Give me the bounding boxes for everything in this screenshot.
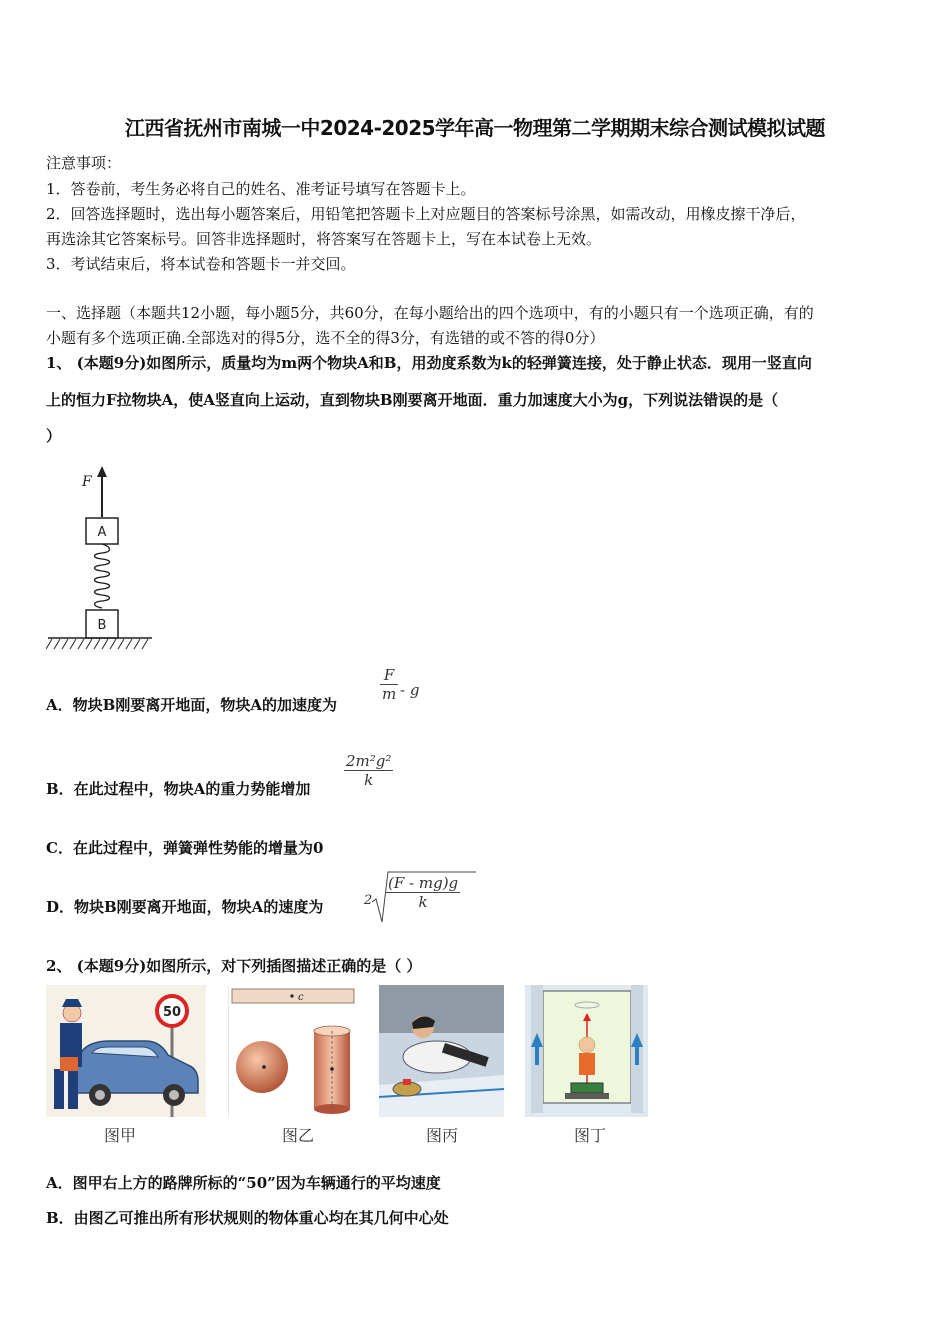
sphere — [236, 1041, 288, 1093]
option-a-tail: - g — [400, 681, 420, 699]
block-b-label: B — [97, 618, 107, 633]
figure-jia-image — [46, 985, 206, 1117]
q1-stem-end: ） — [46, 427, 62, 445]
q2-option-b-text: B．由图乙可推出所有形状规则的物体重心均在其几何中心处 — [46, 1209, 449, 1227]
notice-item: 2．回答选择题时，选出每小题答案后，用铅笔把答题卡上对应题目的答案标号涂黑，如需改动，用橡皮擦干净后， — [46, 205, 806, 223]
fraction-numerator: 2m²g² — [346, 752, 392, 770]
option-a-fraction — [380, 666, 398, 703]
option-d-text: D．物块B刚要离开地面，物块A的速度为 — [46, 898, 324, 916]
q1-stem-cont: 上的恒力F拉物块A，使A竖直向上运动，直到物块B刚要离开地面．重力加速度大小为g，下列说法错误的是（ — [46, 391, 779, 409]
q1-option-d[interactable] — [46, 896, 323, 917]
option-b-text: B．在此过程中，物块A的重力势能增加 — [46, 780, 311, 798]
q1-option-c[interactable] — [46, 837, 323, 858]
q2-option-a-text: A．图甲右上方的路牌所标的“50”因为车辆通行的平均速度 — [46, 1174, 441, 1192]
fraction-denominator: k — [344, 770, 393, 789]
block-a-label: A — [97, 525, 107, 540]
q2-stem: 2、 (本题9分)如图所示，对下列插图描述正确的是（ ） — [46, 957, 422, 975]
figure-ding-caption: 图丁 — [574, 1126, 607, 1145]
speed-sign-label: 50 — [162, 1005, 182, 1020]
option-a-text: A．物块B刚要离开地面，物块A的加速度为 — [46, 696, 337, 714]
option-c-text: C．在此过程中，弹簧弹性势能的增量为0 — [46, 839, 324, 857]
q1-option-b[interactable] — [46, 778, 310, 799]
q1-stem: 1、 (本题9分)如图所示，质量均为m两个物块A和B，用劲度系数为k的轻弹簧连接，处于静止状态．现用一竖直向 — [46, 354, 812, 372]
notice-item: 1．答卷前，考生务必将自己的姓名、准考证号填写在答题卡上。 — [46, 180, 476, 198]
figure-bing-image — [379, 985, 504, 1117]
notice-item: 3．考试结束后，将本试卷和答题卡一并交回。 — [46, 255, 356, 273]
spring — [95, 544, 110, 608]
section-instructions-cont: 小题有多个选项正确.全部选对的得5分，选不全的得3分，有选错的或不答的得0分） — [46, 329, 605, 347]
figure-jia-caption: 图甲 — [104, 1126, 137, 1145]
notice-heading: 注意事项： — [46, 154, 122, 172]
figure-bing-caption: 图丙 — [426, 1126, 459, 1145]
scale — [571, 1083, 603, 1093]
section-instructions: 一、选择题（本题共12小题，每小题5分，共60分，在每小题给出的四个选项中，有的小题只有一个选项正确，有的 — [46, 304, 814, 322]
option-d-coefficient: 2 — [364, 893, 373, 908]
fraction-denominator: k — [386, 892, 460, 911]
notice-item: 再选涂其它答案标号。回答非选择题时，将答案写在答题卡上，写在本试卷上无效。 — [46, 230, 602, 248]
fraction-numerator: (F - mg)g — [388, 874, 459, 892]
option-b-fraction — [344, 752, 393, 789]
figure-yi-caption: 图乙 — [282, 1126, 315, 1145]
figure-yi-image — [228, 985, 360, 1117]
spring-blocks-figure — [46, 462, 156, 657]
force-arrow-head — [97, 466, 107, 477]
page-title: 江西省抚州市南城一中2024-2025学年高一物理第二学期期末综合测试模拟试题 — [124, 116, 826, 140]
option-d-fraction — [386, 874, 460, 911]
ground-hatch — [46, 639, 148, 649]
fraction-denominator: m — [382, 685, 397, 703]
figure-ding-image — [525, 985, 648, 1117]
q2-option-a[interactable] — [46, 1172, 441, 1193]
fraction-numerator: F — [383, 666, 395, 684]
force-label: F — [82, 474, 92, 490]
plank-center-label: c — [298, 992, 304, 1003]
q1-option-a[interactable] — [46, 694, 337, 715]
q2-option-b[interactable] — [46, 1207, 449, 1228]
